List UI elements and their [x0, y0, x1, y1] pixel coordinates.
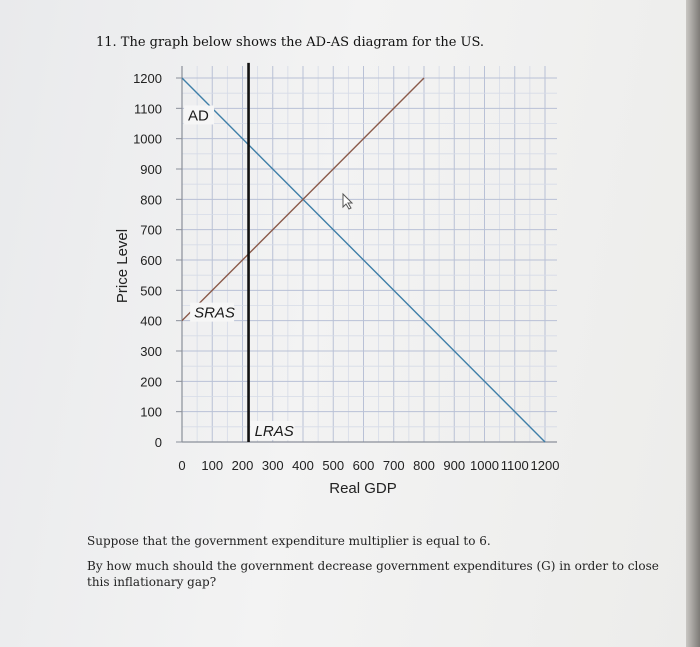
x-tick-label: 1000: [470, 458, 499, 473]
y-tick-label: 500: [140, 283, 162, 299]
x-tick-label: 800: [413, 458, 435, 473]
ad-label: AD: [188, 107, 209, 125]
y-tick-label: 1000: [133, 131, 162, 147]
x-tick-label: 400: [292, 458, 314, 473]
question-text-prompt: By how much should the government decrease government expenditures (G) in order to close this inflationary gap?: [87, 559, 659, 589]
y-tick-label: 1100: [134, 101, 162, 117]
x-tick-label: 100: [201, 458, 224, 473]
cursor-icon: [343, 194, 352, 209]
y-tick-label: 900: [140, 162, 162, 177]
x-tick-label: 300: [261, 458, 284, 473]
lras-label: LRAS: [254, 422, 294, 440]
question-text-multiplier: Suppose that the government expenditure multiplier is equal to 6.: [87, 534, 491, 548]
y-tick-label: 300: [140, 344, 162, 359]
y-tick-label: 0: [154, 435, 162, 450]
x-tick-label: 700: [382, 458, 405, 473]
sras-label: SRAS: [194, 304, 235, 322]
y-tick-label: 200: [140, 374, 162, 390]
x-tick-label: 900: [443, 458, 466, 473]
x-tick-label: 500: [322, 458, 345, 473]
y-axis-title: Price Level: [114, 228, 131, 304]
chart-grid: [182, 66, 557, 442]
x-axis-title: Real GDP: [329, 480, 397, 497]
photo-edge: [686, 0, 700, 647]
x-tick-label: 600: [352, 458, 375, 473]
y-tick-label: 800: [140, 192, 162, 208]
y-tick-label: 1200: [133, 71, 162, 86]
y-tick-label: 600: [140, 253, 162, 268]
chart-labels: [184, 105, 295, 439]
y-tick-label: 100: [140, 404, 162, 420]
x-tick-label: 1200: [530, 458, 560, 473]
question-title: 11. The graph below shows the AD-AS diagram for the US.: [96, 35, 485, 50]
y-tick-label: 400: [140, 313, 162, 329]
x-tick-label: 1100: [500, 458, 529, 473]
y-tick-label: 700: [140, 222, 162, 238]
x-tick-label: 0: [178, 458, 186, 473]
x-tick-label: 200: [231, 458, 254, 473]
